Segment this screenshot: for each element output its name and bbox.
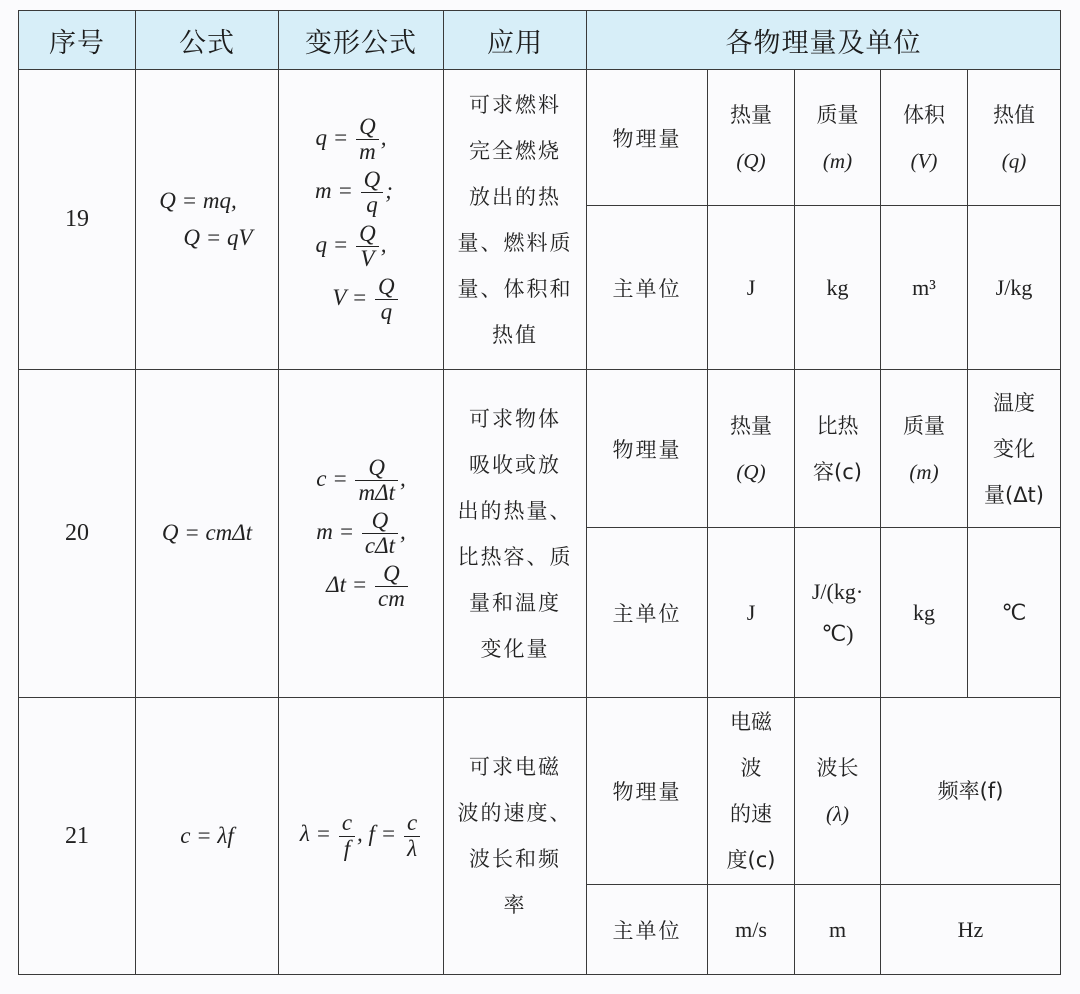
derived-lhs: m = xyxy=(316,518,355,544)
derived-lhs: λ = xyxy=(299,821,332,847)
derived-lhs: q = xyxy=(315,231,349,257)
quantity-name: 质量 xyxy=(903,413,945,438)
numerator: Q xyxy=(361,168,384,193)
unit-text: J xyxy=(746,599,756,625)
unit-text: ℃) xyxy=(821,620,854,646)
row-derived-formulas xyxy=(279,70,444,370)
quantity-cell xyxy=(881,370,968,528)
table-row-19-quantities xyxy=(19,70,1061,206)
quantity-cell xyxy=(881,70,968,206)
header-derived-formula: 变形公式 xyxy=(279,11,444,70)
formula-line: Q = qV xyxy=(183,224,253,250)
row-derived-formulas xyxy=(279,698,444,975)
fraction xyxy=(361,168,384,217)
numerator: Q xyxy=(356,115,379,140)
derived-lhs: Δt = xyxy=(326,572,368,598)
row-application xyxy=(444,70,587,370)
quantity-cell xyxy=(795,70,881,206)
quantity-name: 变化 xyxy=(993,436,1035,461)
numerator: Q xyxy=(375,275,398,300)
quantity-name: 热量 xyxy=(730,102,772,127)
quantity-name: 频率(f) xyxy=(937,779,1004,803)
quantity-label: 物理量 xyxy=(587,698,708,885)
derived-formula xyxy=(279,811,443,860)
derived-tail: , xyxy=(399,465,406,491)
unit-label: 主单位 xyxy=(587,206,708,370)
denominator: f xyxy=(343,835,351,861)
denominator: λ xyxy=(407,835,418,861)
numerator: c xyxy=(404,811,420,836)
unit-cell xyxy=(708,528,795,698)
quantity-name: 体积 xyxy=(903,102,945,127)
quantity-cell xyxy=(968,70,1061,206)
table-row-20-quantities xyxy=(19,370,1061,528)
denominator: cm xyxy=(378,586,405,612)
derived-lhs: m = xyxy=(315,178,353,204)
fraction xyxy=(375,562,408,611)
row-formula xyxy=(136,370,279,698)
quantity-name: 的速 xyxy=(730,802,772,826)
quantity-symbol: (V) xyxy=(910,148,938,173)
unit-cell: J/kg xyxy=(968,206,1061,370)
denominator: q xyxy=(380,298,393,324)
fraction xyxy=(362,509,398,558)
derived-formula xyxy=(279,509,443,558)
derived-tail: , xyxy=(357,821,363,847)
quantity-symbol: (λ) xyxy=(825,802,850,826)
unit-cell: m/s xyxy=(708,885,795,975)
derived-formula xyxy=(293,562,443,611)
unit-cell: m xyxy=(795,885,881,975)
numerator: Q xyxy=(355,456,398,481)
derived-formula xyxy=(279,222,423,271)
denominator: cΔt xyxy=(364,533,395,558)
application-line: 比热容、质 xyxy=(457,544,573,569)
formula-line: Q = mq, xyxy=(159,188,237,214)
unit-text: kg xyxy=(913,599,935,625)
quantity-label: 物理量 xyxy=(587,70,708,206)
quantity-cell xyxy=(881,698,1061,885)
derived-tail: , xyxy=(380,231,387,257)
quantity-name: 热值 xyxy=(993,102,1035,127)
unit-cell xyxy=(795,528,881,698)
derived-lhs: q = xyxy=(315,124,349,150)
derived-tail: , xyxy=(400,518,406,544)
quantity-name: 比热 xyxy=(816,413,859,438)
denominator: q xyxy=(366,192,378,218)
quantity-name: 波长 xyxy=(816,756,859,780)
formula-line: c = λf xyxy=(180,822,234,848)
derived-tail: , xyxy=(380,124,387,150)
quantity-symbol: (q) xyxy=(1001,148,1027,173)
table-row-21-quantities xyxy=(19,698,1061,885)
application-line: 量、燃料质 xyxy=(457,230,573,255)
unit-cell xyxy=(968,528,1061,698)
fraction xyxy=(356,222,379,271)
quantity-cell xyxy=(795,698,881,885)
header-application: 应用 xyxy=(444,11,587,70)
quantity-cell xyxy=(708,370,795,528)
unit-label: 主单位 xyxy=(587,885,708,975)
unit-text: ℃ xyxy=(1001,599,1027,625)
derived-formula xyxy=(279,456,443,505)
derived-lhs: c = xyxy=(316,465,348,491)
physics-formula-table xyxy=(18,10,1061,975)
quantity-name: 温度 xyxy=(993,390,1035,415)
quantity-cell xyxy=(708,70,795,206)
quantity-name: 波 xyxy=(740,756,762,780)
header-index: 序号 xyxy=(19,11,136,70)
application-line: 量和温度 xyxy=(469,590,561,615)
quantity-name: 热量 xyxy=(730,413,772,438)
unit-text: J/(kg· xyxy=(811,578,864,604)
application-line: 完全燃烧 xyxy=(469,138,561,163)
header-row xyxy=(19,11,1061,70)
unit-label: 主单位 xyxy=(587,528,708,698)
fraction xyxy=(375,275,398,324)
row-index: 21 xyxy=(19,698,136,975)
application-line: 波的速度、 xyxy=(457,801,573,825)
derived-formula xyxy=(289,275,443,324)
numerator: Q xyxy=(375,562,408,587)
derived-lhs: f = xyxy=(368,821,397,847)
row-application xyxy=(444,698,587,975)
row-index: 20 xyxy=(19,370,136,698)
row-derived-formulas xyxy=(279,370,444,698)
quantity-symbol: (m) xyxy=(822,148,853,173)
header-formula: 公式 xyxy=(136,11,279,70)
derived-formula xyxy=(279,168,429,217)
derived-tail: ; xyxy=(385,178,393,204)
unit-cell: kg xyxy=(795,206,881,370)
fraction xyxy=(355,456,398,505)
application-line: 出的热量、 xyxy=(457,498,573,523)
unit-cell: m³ xyxy=(881,206,968,370)
header-quantities-units: 各物理量及单位 xyxy=(587,11,1061,70)
quantity-symbol: 度(c) xyxy=(726,848,776,872)
fraction xyxy=(404,811,420,860)
quantity-cell xyxy=(968,370,1061,528)
derived-formula xyxy=(279,115,423,164)
row-formula xyxy=(136,698,279,975)
numerator: c xyxy=(339,811,355,836)
unit-cell: Hz xyxy=(881,885,1061,975)
quantity-symbol: 量(Δt) xyxy=(984,482,1044,507)
application-line: 放出的热 xyxy=(469,184,561,209)
denominator: m xyxy=(359,139,376,165)
application-line: 波长和频 xyxy=(469,847,561,871)
fraction xyxy=(356,115,379,164)
application-line: 吸收或放 xyxy=(469,452,561,477)
unit-cell xyxy=(881,528,968,698)
numerator: Q xyxy=(362,509,398,534)
application-line: 热值 xyxy=(492,322,538,347)
quantity-symbol: (Q) xyxy=(736,148,766,173)
numerator: Q xyxy=(356,222,379,247)
formula-line: Q = cmΔt xyxy=(161,520,253,546)
application-line: 可求电磁 xyxy=(469,755,561,779)
row-formula xyxy=(136,70,279,370)
application-line: 可求燃料 xyxy=(469,92,561,117)
quantity-cell xyxy=(708,698,795,885)
application-line: 量、体积和 xyxy=(457,276,573,301)
unit-cell: J xyxy=(708,206,795,370)
application-line: 率 xyxy=(503,893,527,917)
application-line: 可求物体 xyxy=(469,406,561,431)
quantity-name: 电磁 xyxy=(730,710,772,734)
quantity-symbol: (Q) xyxy=(736,459,766,484)
quantity-name: 质量 xyxy=(816,102,859,127)
row-application xyxy=(444,370,587,698)
row-index: 19 xyxy=(19,70,136,370)
quantity-symbol: 容(c) xyxy=(813,459,862,484)
application-line: 变化量 xyxy=(480,636,550,661)
quantity-symbol: (m) xyxy=(909,459,939,484)
fraction xyxy=(339,811,355,860)
quantity-cell xyxy=(795,370,881,528)
denominator: mΔt xyxy=(358,479,395,505)
derived-lhs: V = xyxy=(332,284,368,310)
denominator: V xyxy=(360,245,375,271)
quantity-label: 物理量 xyxy=(587,370,708,528)
